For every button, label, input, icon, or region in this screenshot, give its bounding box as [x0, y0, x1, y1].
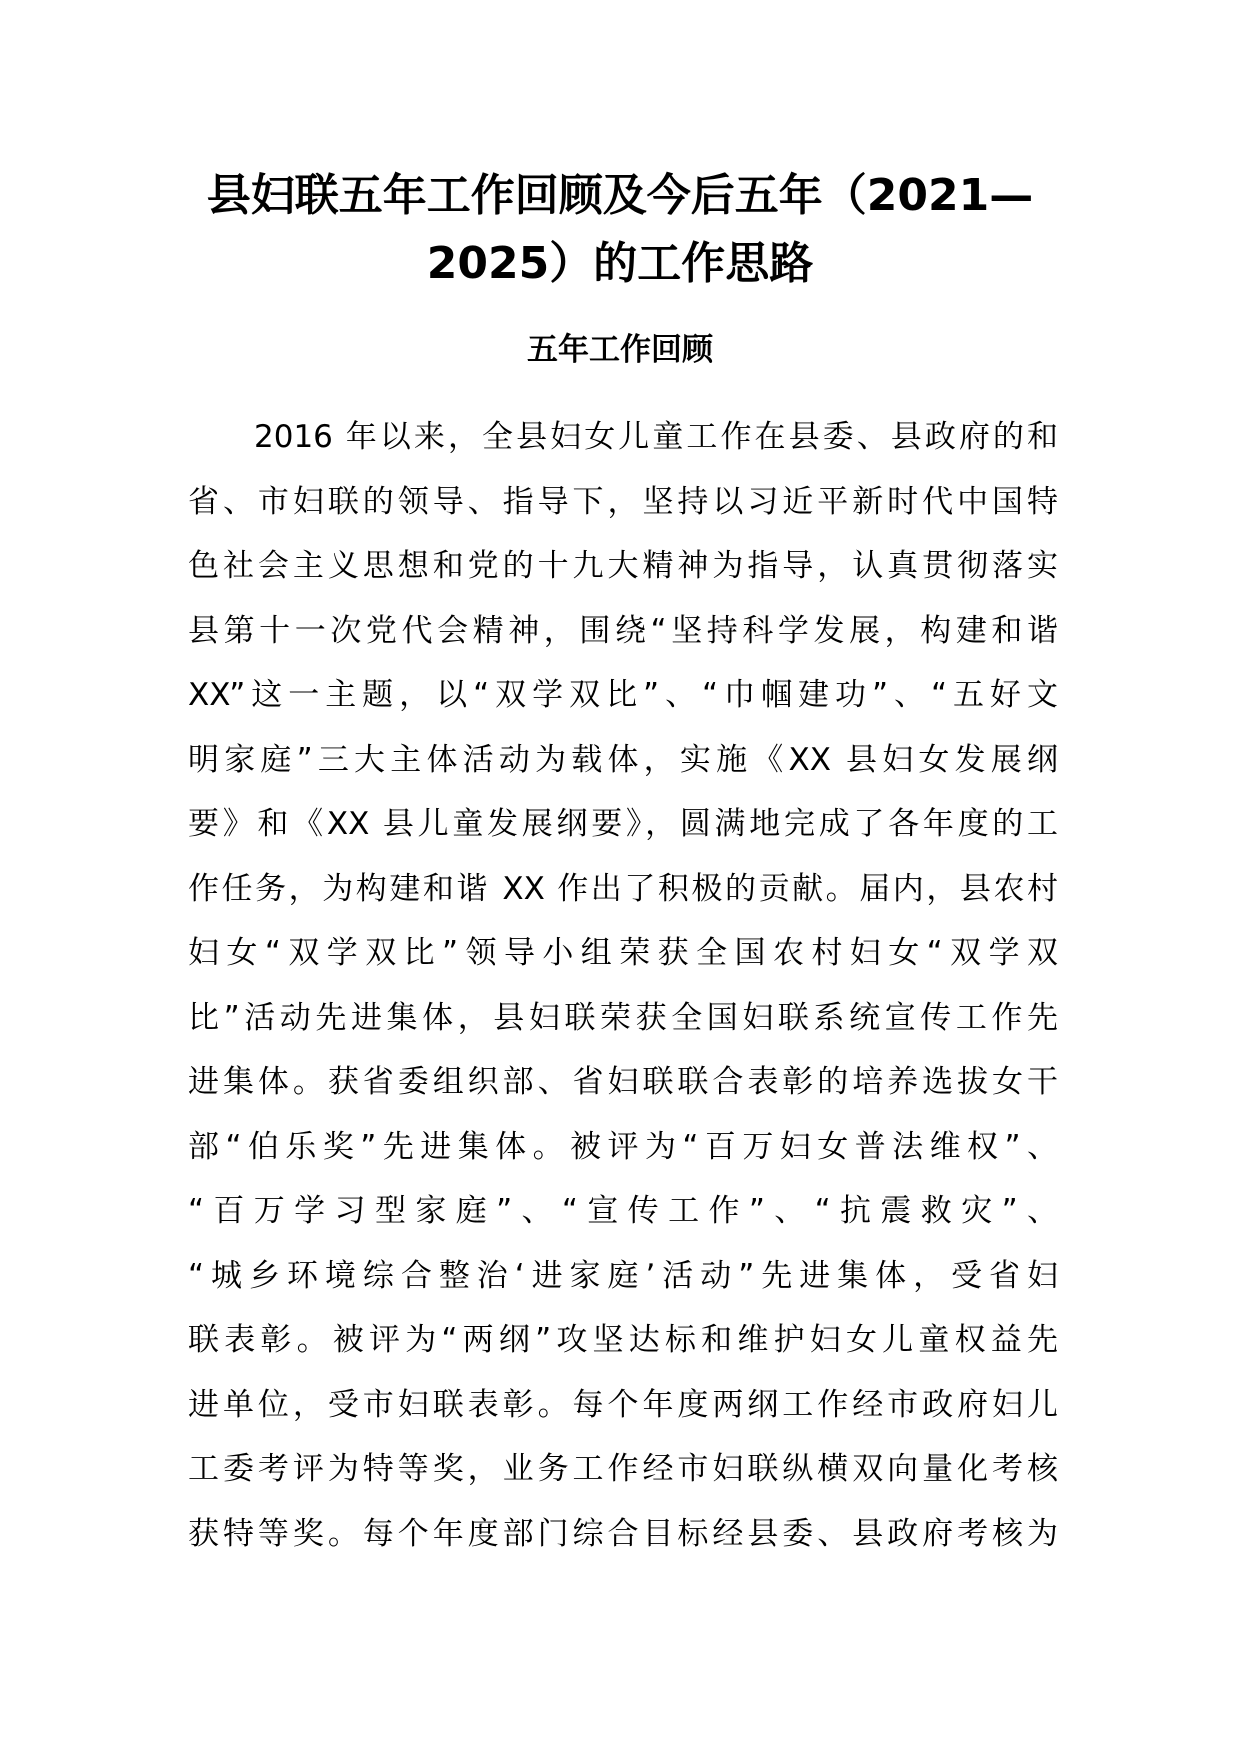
body-line: 色社会主义思想和党的十九大精神为指导，认真贯彻落实 — [188, 548, 1058, 584]
body-line: 省、市妇联的领导、指导下，坚持以习近平新时代中国特 — [188, 483, 1058, 520]
body-line: 获特等奖。每个年度部门综合目标经县委、县政府考核为 — [188, 1515, 1058, 1552]
body-line: 联表彰。被评为“两纲”攻坚达标和维护妇女儿童权益先 — [188, 1322, 1058, 1358]
body-line: XX”这一主题，以“双学双比”、“巾帼建功”、“五好文 — [188, 677, 1058, 713]
body-line: 进集体。获省委组织部、省妇联联合表彰的培养选拔女干 — [188, 1064, 1058, 1100]
body-line: 县第十一次党代会精神，围绕“坚持科学发展，构建和谐 — [188, 612, 1058, 649]
body-line: 要》和《XX 县儿童发展纲要》，圆满地完成了各年度的工 — [188, 806, 1058, 842]
title-line-1: 县妇联五年工作回顾及今后五年（2021— — [206, 170, 1034, 221]
document-title — [150, 162, 1090, 298]
body-line: 工委考评为特等奖，业务工作经市妇联纵横双向量化考核 — [188, 1451, 1058, 1487]
body-line: 明家庭”三大主体活动为载体，实施《XX 县妇女发展纲 — [188, 741, 1058, 778]
body-line: 进单位，受市妇联表彰。每个年度两纲工作经市政府妇儿 — [188, 1386, 1058, 1423]
body-line: 作任务，为构建和谐 XX 作出了积极的贡献。届内，县农村 — [188, 870, 1058, 907]
title-line-2: 2025）的工作思路 — [426, 238, 814, 289]
body-line: “百万学习型家庭”、“宣传工作”、“抗震救灾”、 — [188, 1193, 1058, 1229]
body-paragraph — [188, 405, 1058, 1566]
body-line: 妇女“双学双比”领导小组荣获全国农村妇女“双学双 — [188, 935, 1058, 971]
body-line: 比”活动先进集体，县妇联荣获全国妇联系统宣传工作先 — [188, 999, 1058, 1036]
body-line: 部“伯乐奖”先进集体。被评为“百万妇女普法维权”、 — [188, 1128, 1058, 1165]
body-line: “城乡环境综合整治‘进家庭’活动”先进集体，受省妇 — [188, 1257, 1058, 1294]
body-line: 2016 年以来，全县妇女儿童工作在县委、县政府的和 — [254, 419, 1058, 455]
section-heading: 五年工作回顾 — [527, 332, 713, 368]
